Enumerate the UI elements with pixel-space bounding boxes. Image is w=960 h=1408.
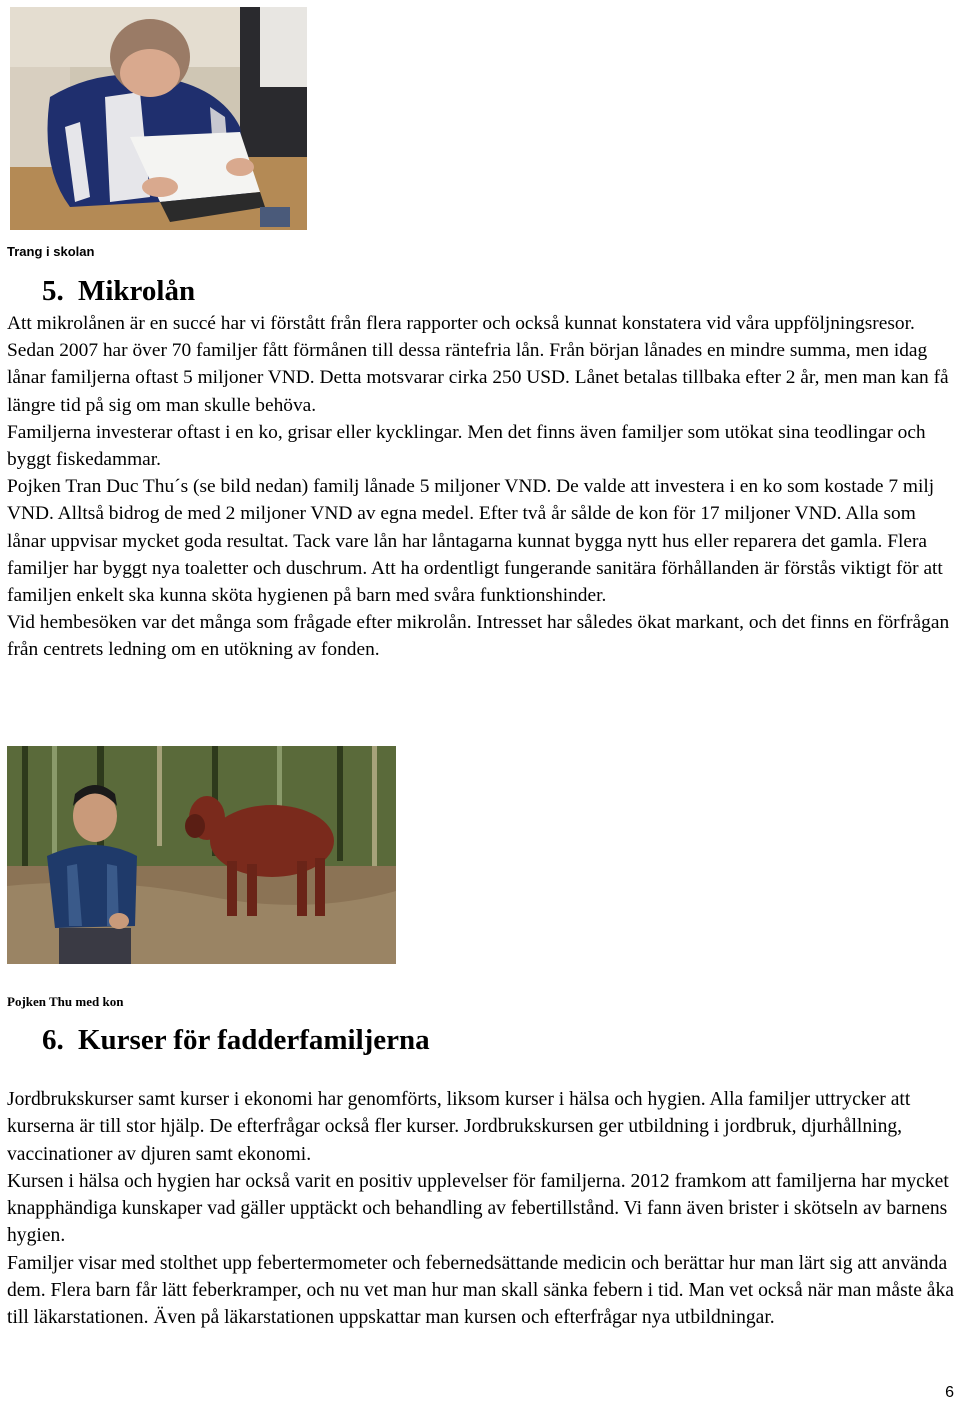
section-6-number: 6. (42, 1024, 64, 1056)
section-5-body (7, 310, 957, 664)
section-5-paragraph: Vid hembesöken var det många som frågade efter mikrolån. Intresset har således ökat markant, och det finns en förfrågan från centrets ledning om en utökning av fonden. (7, 612, 950, 661)
section-5-paragraph: Familjerna investerar oftast i en ko, grisar eller kycklingar. Men det finns även familjer som utökat sina teodlingar och byggt fiskedammar. (7, 421, 926, 471)
section-6-body (7, 1086, 957, 1332)
section-5-paragraph: Pojken Tran Duc Thu´s (se bild nedan) familj lånade 5 miljoner VND. De valde att investera i en ko som kostade 7 milj VND. Alltså bidrog de med 2 miljoner VND av egna medel. Efter två år sålde de kon för 17 miljoner VND. Alla som lånar uppvisar mycket goda resultat. Tack vare lån har låntagarna kunnat bygga nytt hus eller reparera det gamla. Flera familjer har byggt nya toaletter och duschrum. Att ha ordentligt fungerande sanitära förhållanden är förstås viktigt för att familjen enkelt ska kunna sköta hygienen på barn med svåra funktionshinder. (7, 476, 943, 607)
section-5-number: 5. (42, 275, 64, 307)
photo-girl-in-school (10, 7, 307, 230)
section-6-paragraph: Kursen i hälsa och hygien har också varit en positiv upplevelser för familjerna. 2012 framkom att familjerna har mycket knapphändiga kunskaper vad gäller upptäckt och behandling av febertillstånd. Vi fann även brister i skötseln av barnens hygien. (7, 1170, 949, 1247)
section-5-heading (42, 275, 195, 308)
section-6-paragraph: Familjer visar med stolthet upp febertermometer och febernedsättande medicin och berättar hur man lärt sig att använda dem. Flera barn får lätt feberkramper, och nu vet man hur man skall sänka febern i tid. Man vet också när man måste åka till läkarstationen. Även på läkarstationen uppskattar man kursen och efterfrågar nya utbildningar. (7, 1252, 954, 1329)
caption-photo-2: Pojken Thu med kon (7, 994, 124, 1009)
photo-boy-with-cow (7, 746, 396, 964)
caption-photo-1: Trang i skolan (7, 244, 95, 259)
section-6-paragraph: Jordbrukskurser samt kurser i ekonomi har genomförts, liksom kurser i hälsa och hygien. Alla familjer uttrycker att kurserna är till stor hjälp. De efterfrågar också fler kurser. Jordbrukskursen ger utbildning i jordbruk, djurhållning, vaccinationer av djuren samt ekonomi. (7, 1089, 911, 1165)
section-5-paragraph: Att mikrolånen är en succé har vi förstått från flera rapporter och också kunnat konstatera vid våra uppföljningsresor. Sedan 2007 har över 70 familjer fått förmånen till dessa räntefria lån. Från början lånades en mindre summa, men idag lånar familjerna oftast 5 miljoner VND. Detta motsvarar cirka 250 USD. Lånet betalas tillbaka efter 2 år, men man kan få längre tid på sig om man skulle behöva. (7, 313, 949, 416)
section-6-heading (42, 1024, 430, 1057)
section-5-title: Mikrolån (78, 275, 196, 307)
page-number: 6 (945, 1384, 954, 1401)
section-6-title: Kurser för fadderfamiljerna (78, 1024, 430, 1056)
